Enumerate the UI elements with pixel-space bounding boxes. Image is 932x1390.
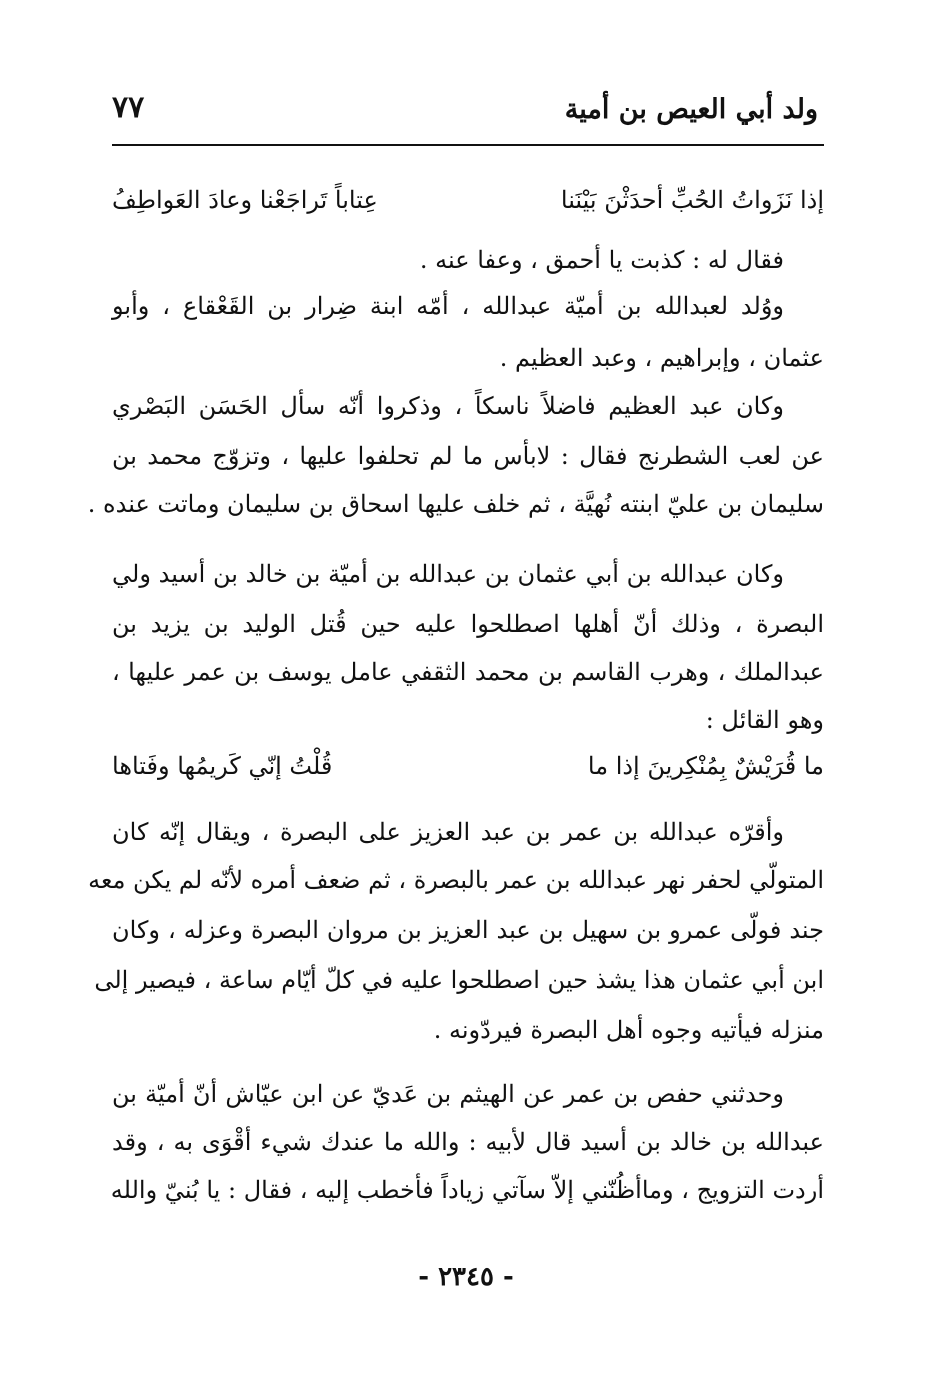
page-body bbox=[87, 180, 824, 1230]
verse-2-second-hemistich: قُلْتُ إنّي كَريمُها وفَتاها bbox=[112, 752, 333, 780]
text-line: المتولّي لحفر نهر عبدالله بن عمر بالبصرة ، ثم ضعف أمره لأنّه لم يكن معه bbox=[88, 866, 824, 894]
text-line: وكان عبد العظيم فاضلاً ناسكاً ، وذكروا أنّه سأل الحَسَن البَصْري bbox=[112, 392, 784, 420]
running-title: ولد أبي العيص بن أمية bbox=[564, 94, 818, 125]
text-line: أردت التزويج ، وماأظُنّني إلاّ سآتي زياداً فأخطب إليه ، فقال : يا بُنيّ والله bbox=[110, 1176, 824, 1204]
text-line: البصرة ، وذلك أنّ أهلها اصطلحوا عليه حين قُتل الوليد بن يزيد بن bbox=[112, 610, 824, 638]
text-line: جند فولّى عمرو بن سهيل بن عبد العزيز بن مروان البصرة وعزله ، وكان bbox=[112, 916, 824, 944]
verse-2-first-hemistich: ما قُرَيْشٌ بِمُنْكِرينَ إذا ما bbox=[587, 752, 824, 780]
footer-page-number: - ٢٣٤٥ - bbox=[418, 1262, 514, 1292]
text-line: منزله فيأتيه وجوه أهل البصرة فيردّونه . bbox=[433, 1016, 824, 1044]
page-number: ٧٧ bbox=[112, 90, 145, 125]
text-line: عثمان ، وإبراهيم ، وعبد العظيم . bbox=[499, 344, 824, 372]
text-line: ووُلد لعبدالله بن أميّة عبدالله ، أمّه ابنة ضِرار بن القَعْقاع ، وأبو bbox=[112, 292, 784, 320]
text-line: وكان عبدالله بن أبي عثمان بن عبدالله بن أميّة بن خالد بن أسيد ولي bbox=[112, 560, 784, 588]
text-line: سليمان بن عليّ ابنته نُهيَّة ، ثم خلف عليها اسحاق بن سليمان وماتت عنده . bbox=[87, 490, 824, 518]
text-line: عبدالله بن خالد بن أسيد قال لأبيه : والله ما عندك شيء أقْوَى به ، وقد bbox=[112, 1128, 824, 1156]
text-line: وحدثني حفص بن عمر عن الهيثم بن عَديّ عن ابن عيّاش أنّ أميّة بن bbox=[112, 1080, 784, 1108]
text-line: وأقرّه عبدالله بن عمر بن عبد العزيز على البصرة ، ويقال إنّه كان bbox=[112, 818, 784, 846]
text-line: وهو القائل : bbox=[705, 706, 824, 734]
text-line: فقال له : كذبت يا أحمق ، وعفا عنه . bbox=[419, 246, 784, 274]
text-line: عبدالملك ، وهرب القاسم بن محمد الثقفي عامل يوسف بن عمر عليها ، bbox=[112, 658, 824, 686]
text-line: عن لعب الشطرنج فقال : لابأس ما لم تحلفوا عليها ، وتزوّج محمد بن bbox=[112, 442, 824, 470]
page-header bbox=[112, 88, 824, 146]
verse-1-first-hemistich: إذا نَزَواتُ الحُبِّ أحدَثْنَ بَيْنَنا bbox=[560, 186, 824, 214]
verse-1-second-hemistich: عِتاباً تَراجَعْنا وعادَ العَواطِفُ bbox=[112, 186, 378, 214]
text-line: ابن أبي عثمان هذا يشذ حين اصطلحوا عليه في كلّ أيّام ساعة ، فيصير إلى bbox=[94, 966, 824, 994]
